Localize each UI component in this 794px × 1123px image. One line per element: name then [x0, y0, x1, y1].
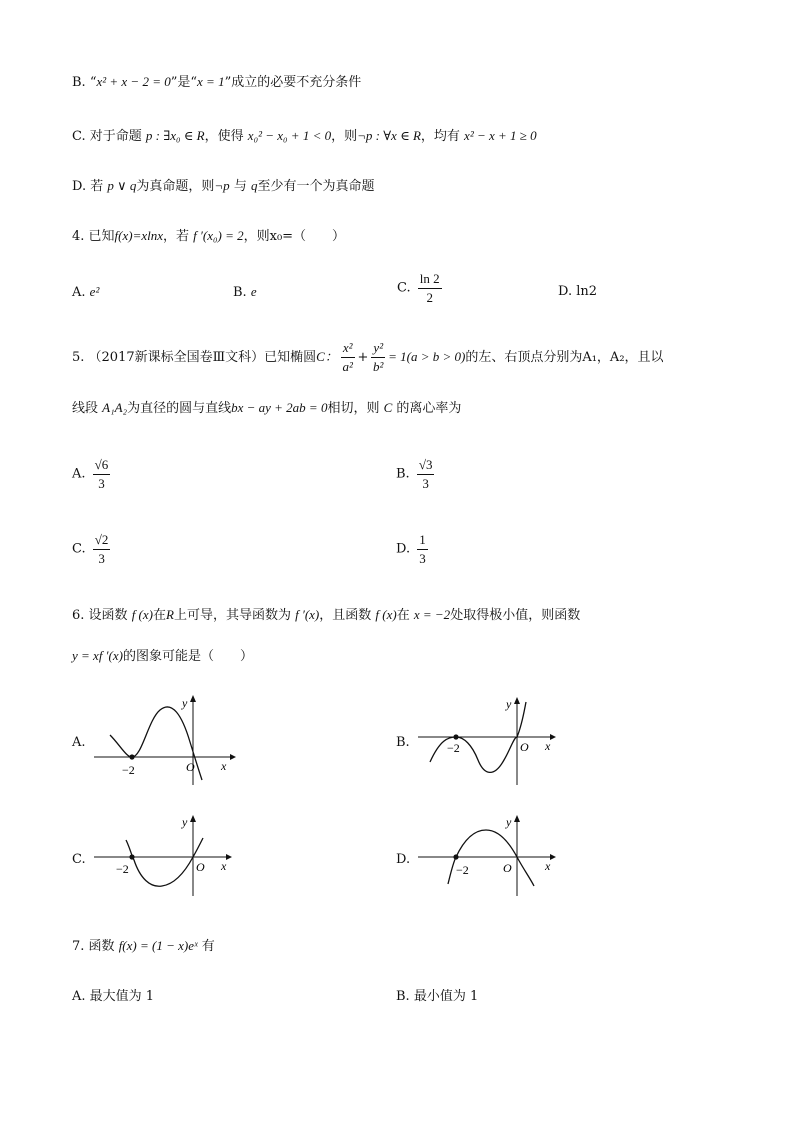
q6-y-eq: y = xf ′(x)	[72, 648, 123, 663]
origin-label: O	[186, 760, 195, 774]
x-axis-arrow	[226, 854, 232, 860]
min-point	[453, 734, 458, 739]
q6-mid2: 上可导，其导函数为	[173, 608, 291, 623]
x-axis-arrow	[550, 854, 556, 860]
q5-frac-y-num: y²	[371, 339, 385, 358]
q6-R: R	[166, 607, 174, 622]
q6-graph-a	[90, 690, 240, 790]
q3-b-mid: ”是“	[170, 75, 198, 90]
q5-option-a-label: A.	[72, 466, 86, 482]
q4-option-c-fraction	[418, 270, 442, 307]
origin-label: O	[196, 860, 205, 874]
q4-stem-prefix: 4. 已知	[72, 229, 115, 244]
q5-frac-y	[371, 339, 385, 376]
q3-d-prefix: D. 若	[72, 179, 104, 194]
q3-c-inequality: x₀² − x₀ + 1 < 0	[247, 128, 332, 143]
q5-option-c-den: 3	[98, 551, 105, 566]
q5-segment: A₁A₂	[102, 400, 128, 415]
origin-label: O	[520, 740, 529, 754]
q5-option-d-den: 3	[419, 551, 426, 566]
q5-ellipse-condition: = 1(a > b > 0)	[388, 349, 466, 364]
q3-d-mid2: 与	[233, 179, 247, 194]
q5-option-a[interactable]	[72, 456, 113, 493]
q6-graph-d	[414, 808, 564, 898]
q5-option-d[interactable]	[396, 531, 431, 568]
y-label: y	[506, 815, 512, 829]
q5-frac-x-den: a²	[342, 359, 353, 374]
y-axis-arrow	[190, 815, 196, 822]
q4-function: f(x)=xlnx	[114, 228, 164, 243]
q5-option-d-num: 1	[417, 531, 428, 550]
q6-option-d-label: D.	[396, 852, 411, 867]
q6-graph-c	[90, 808, 240, 898]
q6-fx: f (x)	[131, 607, 153, 622]
q4-option-c[interactable]	[397, 270, 445, 307]
q5-line2-mid: 为直径的圆与直线	[127, 401, 232, 416]
q5-ellipse-label: C：	[316, 349, 338, 364]
q3-d-pq: p ∨ q	[107, 178, 137, 193]
q7-stem	[72, 936, 215, 957]
q3-c-mid2: ，则	[331, 129, 358, 144]
q6-fx2: f (x)	[375, 607, 397, 622]
q6-mid3: ，且函数	[319, 608, 372, 623]
q5-frac-y-den: b²	[373, 359, 384, 374]
q3-c-mid1: ，使得	[204, 129, 244, 144]
curve	[126, 838, 203, 886]
origin-label: O	[503, 861, 512, 875]
q6-stem	[72, 605, 580, 626]
q5-line2-suffix: 的离心率为	[396, 401, 462, 416]
y-label: y	[506, 697, 512, 711]
q5-option-d-fraction	[417, 531, 428, 568]
q6-stem-line2	[72, 646, 253, 667]
q3-option-d	[72, 176, 375, 197]
q7-option-b-text: B. 最小值为 1	[396, 989, 479, 1004]
q6-option-b-label: B.	[396, 735, 410, 750]
q6-mid4: 在	[396, 608, 410, 623]
y-axis-arrow	[514, 815, 520, 822]
x-axis-arrow	[550, 734, 556, 740]
q4-option-b-label: B.	[233, 285, 247, 300]
q5-frac-x	[341, 339, 355, 376]
q5-option-b-den: 3	[422, 476, 429, 491]
min-point	[453, 854, 458, 859]
q4-condition: f ′(x₀) = 2	[193, 228, 244, 243]
q3-d-mid1: 为真命题，则	[136, 179, 215, 194]
q5-stem	[72, 338, 664, 377]
x-axis-arrow	[230, 754, 236, 760]
tick-label: −2	[122, 763, 135, 777]
q6-xval: x = −2	[413, 607, 451, 622]
q6-option-c[interactable]	[72, 850, 86, 870]
q7-stem-suffix: 有	[201, 939, 215, 954]
q3-c-mid3: ，均有	[420, 129, 460, 144]
q3-b-condition: x = 1	[197, 74, 225, 89]
q5-option-b-label: B.	[396, 466, 410, 482]
q4-stem	[72, 226, 345, 247]
q5-stem-line2	[72, 398, 461, 419]
q3-option-c	[72, 126, 537, 147]
q3-d-q: q	[250, 178, 258, 193]
q7-option-b[interactable]	[396, 987, 478, 1007]
q5-option-c-num: √2	[93, 531, 111, 550]
q5-option-a-num: √6	[93, 456, 111, 475]
q4-stem-suffix: ，则x₀=（ ）	[243, 229, 346, 244]
q3-b-suffix: ”成立的必要不充分条件	[224, 75, 362, 90]
q5-stem-prefix: 5. （2017新课标全国卷Ⅲ文科）已知椭圆	[72, 350, 317, 365]
curve	[448, 830, 534, 886]
x-label: x	[545, 859, 551, 873]
q6-option-a-label: A.	[72, 735, 86, 750]
q4-option-b-value: e	[250, 284, 257, 299]
tick-label: −2	[116, 862, 129, 876]
q4-option-c-denominator: 2	[426, 290, 433, 305]
q3-option-b	[72, 72, 361, 93]
q6-stem-prefix: 6. 设函数	[72, 608, 128, 623]
tick-label: −2	[447, 741, 460, 755]
q6-option-a[interactable]	[72, 733, 86, 753]
q3-c-inequality2: x² − x + 1 ≥ 0	[464, 128, 537, 143]
q5-option-c-fraction	[93, 531, 111, 568]
q6-option-b[interactable]	[396, 733, 410, 753]
q5-option-c[interactable]	[72, 531, 113, 568]
q5-option-b-num: √3	[417, 456, 435, 475]
q6-option-d[interactable]	[396, 850, 410, 870]
q4-option-c-numerator: ln 2	[418, 270, 442, 289]
q4-stem-mid: ，若	[163, 229, 190, 244]
q5-option-d-label: D.	[396, 541, 411, 557]
q7-function: f(x) = (1 − x)eˣ	[118, 938, 198, 953]
q3-c-negation: ¬p : ∀x ∈ R	[357, 128, 421, 143]
q6-mid1: 在	[152, 608, 166, 623]
x-label: x	[545, 739, 551, 753]
x-label: x	[221, 759, 227, 773]
q5-c: C	[383, 400, 393, 415]
q6-stem-suffix: 处取得极小值，则函数	[450, 608, 581, 623]
q4-option-c-label: C.	[397, 280, 411, 296]
min-point	[129, 854, 134, 859]
q5-option-c-label: C.	[72, 541, 86, 557]
q3-b-prefix: B. “	[72, 75, 97, 90]
q7-stem-prefix: 7. 函数	[72, 939, 115, 954]
q7-option-a[interactable]	[72, 987, 154, 1007]
q3-b-equation: x² + x − 2 = 0	[96, 74, 171, 89]
min-point	[129, 754, 134, 759]
q4-option-a-value: e²	[89, 284, 100, 299]
q5-line-equation: bx − ay + 2ab = 0	[231, 400, 328, 415]
q5-plus: +	[357, 350, 369, 365]
q5-option-b-fraction	[417, 456, 435, 493]
q4-option-b[interactable]	[233, 282, 257, 303]
q6-option-c-label: C.	[72, 852, 86, 867]
y-label: y	[182, 815, 188, 829]
q3-d-suffix: 至少有一个为真命题	[257, 179, 375, 194]
x-label: x	[221, 859, 227, 873]
q5-line2-mid2: 相切，则	[327, 401, 380, 416]
y-axis-arrow	[514, 697, 520, 704]
q6-line2-suffix: 的图象可能是（ ）	[122, 649, 253, 664]
q4-option-d[interactable]	[558, 282, 597, 302]
q4-option-a-label: A.	[72, 285, 86, 300]
q4-option-a[interactable]	[72, 282, 99, 303]
q5-option-b[interactable]	[396, 456, 437, 493]
y-label: y	[182, 696, 188, 710]
q6-graph-b	[414, 690, 564, 790]
q5-stem-suffix: 的左、右顶点分别为A₁，A₂，且以	[465, 350, 664, 365]
q5-frac-x-num: x²	[341, 339, 355, 358]
q5-option-a-fraction	[93, 456, 111, 493]
q5-line2-prefix: 线段	[72, 401, 99, 416]
q3-c-prefix: C. 对于命题	[72, 129, 142, 144]
q5-option-a-den: 3	[98, 476, 105, 491]
y-axis-arrow	[190, 695, 196, 702]
q6-fpx: f ′(x)	[295, 607, 320, 622]
tick-label: −2	[456, 863, 469, 877]
q7-option-a-text: A. 最大值为 1	[72, 989, 155, 1004]
q4-option-d-value: D. ln2	[558, 284, 598, 299]
q3-c-proposition: p : ∃x₀ ∈ R	[145, 128, 205, 143]
q3-d-neg-p: ¬p	[214, 178, 230, 193]
